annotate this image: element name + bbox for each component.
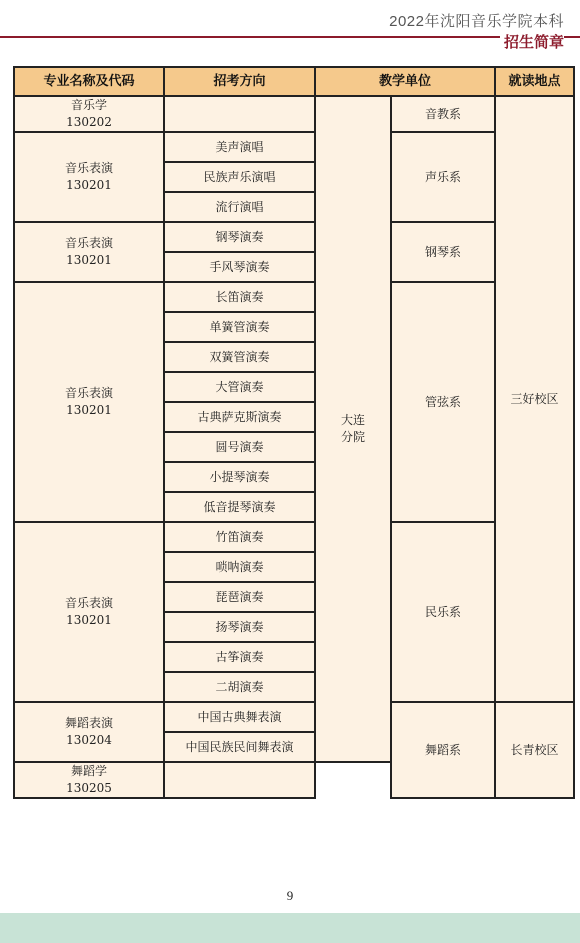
direction-cell: 古典萨克斯演奏 <box>164 402 315 432</box>
location-cell: 三好校区 <box>495 96 574 702</box>
direction-cell: 竹笛演奏 <box>164 522 315 552</box>
admissions-table <box>13 66 575 799</box>
direction-cell-empty <box>164 96 315 132</box>
major-code: 130201 <box>66 253 112 267</box>
major-cell <box>14 522 164 702</box>
unit-cell <box>315 96 391 762</box>
direction-cell: 唢呐演奏 <box>164 552 315 582</box>
department-cell: 音教系 <box>391 96 495 132</box>
major-code: 130205 <box>66 781 112 795</box>
table-header-row <box>14 67 574 96</box>
direction-cell: 扬琴演奏 <box>164 612 315 642</box>
direction-cell: 长笛演奏 <box>164 282 315 312</box>
major-name: 音乐表演 <box>64 386 113 400</box>
table-row <box>14 282 574 312</box>
department-cell: 声乐系 <box>391 132 495 222</box>
column-header: 教学单位 <box>315 67 495 96</box>
table-row <box>14 702 574 732</box>
major-name: 舞蹈学 <box>70 764 107 778</box>
major-cell <box>14 702 164 762</box>
direction-cell: 美声演唱 <box>164 132 315 162</box>
direction-cell-empty <box>164 762 315 798</box>
department-cell: 民乐系 <box>391 522 495 702</box>
major-cell <box>14 222 164 282</box>
major-cell <box>14 132 164 222</box>
department-cell: 舞蹈系 <box>391 702 495 798</box>
major-code: 130204 <box>66 733 112 747</box>
direction-cell: 中国古典舞表演 <box>164 702 315 732</box>
column-header: 专业名称及代码 <box>14 67 164 96</box>
column-header: 招考方向 <box>164 67 315 96</box>
direction-cell: 琵琶演奏 <box>164 582 315 612</box>
direction-cell: 低音提琴演奏 <box>164 492 315 522</box>
major-name: 音乐表演 <box>64 236 113 250</box>
direction-cell: 二胡演奏 <box>164 672 315 702</box>
header-divider <box>0 36 580 38</box>
major-code: 130201 <box>66 403 112 417</box>
table-row <box>14 222 574 252</box>
column-header: 就读地点 <box>495 67 574 96</box>
direction-cell: 手风琴演奏 <box>164 252 315 282</box>
page-number: 9 <box>286 888 294 903</box>
major-cell <box>14 282 164 522</box>
direction-cell: 单簧管演奏 <box>164 312 315 342</box>
unit-name-line1: 大连 <box>340 413 365 427</box>
major-name: 音乐表演 <box>64 161 113 175</box>
direction-cell: 古筝演奏 <box>164 642 315 672</box>
direction-cell: 小提琴演奏 <box>164 462 315 492</box>
major-code: 130201 <box>66 613 112 627</box>
major-name: 音乐学 <box>70 98 107 112</box>
major-code: 130201 <box>66 178 112 192</box>
direction-cell: 大管演奏 <box>164 372 315 402</box>
table-row <box>14 96 574 132</box>
location-cell: 长青校区 <box>495 702 574 798</box>
direction-cell: 流行演唱 <box>164 192 315 222</box>
major-cell <box>14 762 164 798</box>
table-row <box>14 522 574 552</box>
major-name: 音乐表演 <box>64 596 113 610</box>
direction-cell: 民族声乐演唱 <box>164 162 315 192</box>
unit-name-line2: 分院 <box>340 430 365 444</box>
header-subtitle: 招生简章 <box>500 31 564 52</box>
direction-cell: 钢琴演奏 <box>164 222 315 252</box>
direction-cell: 中国民族民间舞表演 <box>164 732 315 762</box>
direction-cell: 双簧管演奏 <box>164 342 315 372</box>
table-row <box>14 132 574 162</box>
major-code: 130202 <box>66 115 112 129</box>
footer-band <box>0 913 580 943</box>
major-name: 舞蹈表演 <box>64 716 113 730</box>
direction-cell: 圆号演奏 <box>164 432 315 462</box>
major-cell <box>14 96 164 132</box>
department-cell: 钢琴系 <box>391 222 495 282</box>
header-title: 2022年沈阳音乐学院本科 <box>389 13 564 30</box>
department-cell: 管弦系 <box>391 282 495 522</box>
